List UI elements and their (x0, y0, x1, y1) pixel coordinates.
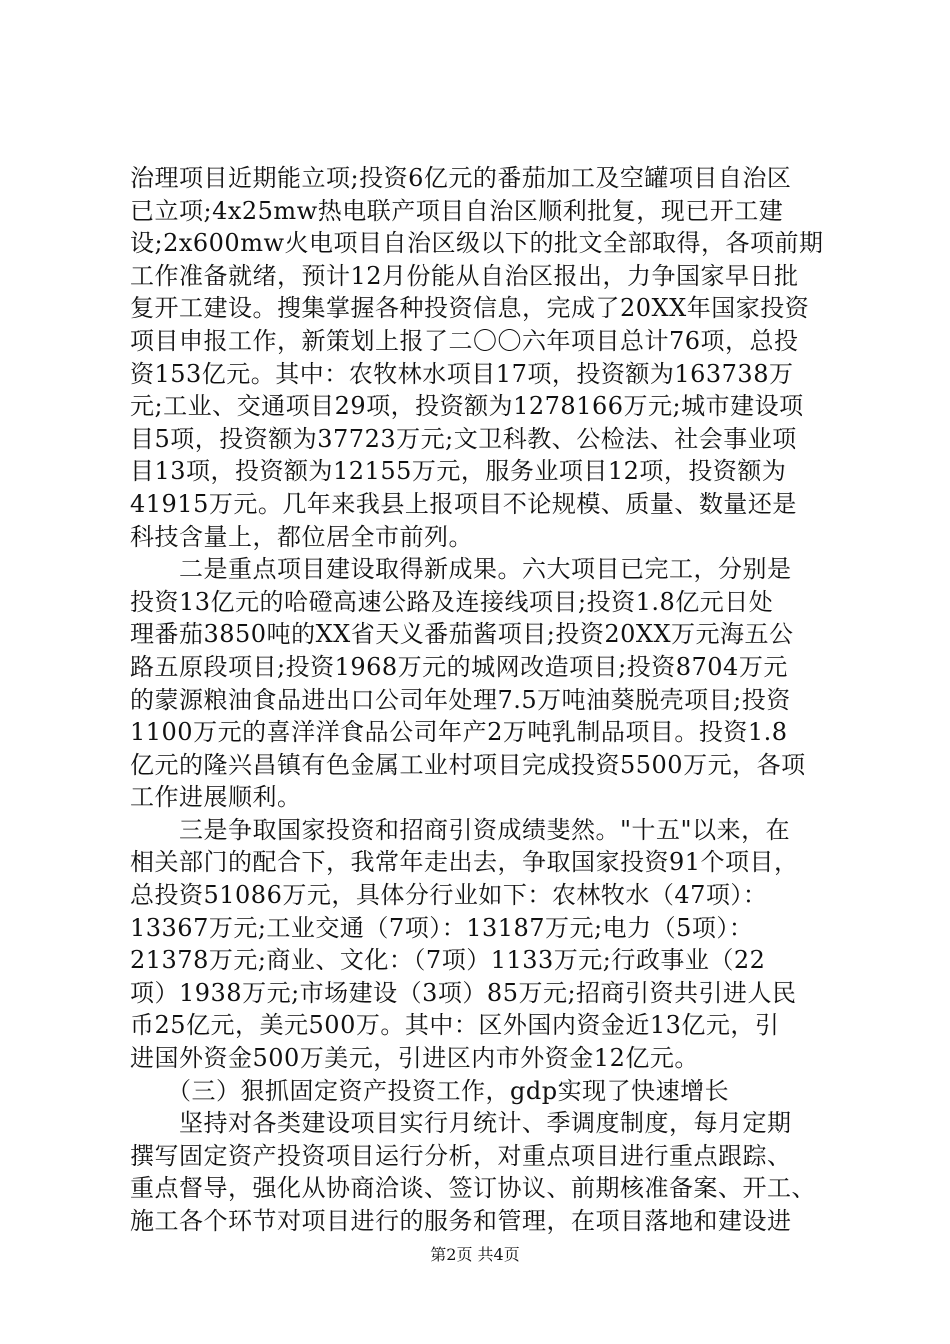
text-line: 设;2x600mw火电项目自治区级以下的批文全部取得，各项前期 (130, 229, 824, 258)
text-line: 理番茄3850吨的XX省天义番茄酱项目;投资20XX万元海五公 (130, 620, 794, 649)
paragraph-start-line: 三是争取国家投资和招商引资成绩斐然。"十五"以来，在 (130, 815, 791, 844)
text-line: 41915万元。几年来我县上报项目不论规模、质量、数量还是 (130, 489, 797, 518)
page-footer: 第2页 共4页 (430, 1245, 520, 1264)
section-heading: （三）狠抓固定资产投资工作，gdp实现了快速增长 (130, 1076, 730, 1105)
text-line: 目13项，投资额为12155万元，服务业项目12项，投资额为 (130, 457, 787, 486)
paragraph-start-line: 坚持对各类建设项目实行月统计、季调度制度，每月定期 (130, 1109, 792, 1138)
text-line: 的蒙源粮油食品进出口公司年处理7.5万吨油葵脱壳项目;投资 (130, 685, 791, 714)
text-line: 13367万元;工业交通（7项）：13187万元;电力（5项）： (130, 913, 754, 942)
text-line: 施工各个环节对项目进行的服务和管理，在项目落地和建设进 (130, 1207, 792, 1235)
text-line: 亿元的隆兴昌镇有色金属工业村项目完成投资5500万元，各项 (130, 750, 806, 779)
text-line: 目5项，投资额为37723万元;文卫科教、公检法、社会事业项 (130, 424, 797, 453)
text-line: 进国外资金500万美元，引进区内市外资金12亿元。 (130, 1044, 699, 1073)
document-body (130, 162, 830, 1238)
text-line: 项目申报工作，新策划上报了二〇〇六年项目总计76项，总投 (130, 326, 799, 355)
text-line: 已立项;4x25mw热电联产项目自治区顺利批复，现已开工建 (130, 196, 784, 225)
text-line: 重点督导，强化从协商洽谈、签订协议、前期核准备案、开工、 (130, 1174, 816, 1203)
text-line: 资153亿元。其中：农牧林水项目17项，投资额为163738万 (130, 359, 794, 388)
text-line: 工作进展顺利。 (130, 783, 302, 812)
text-line: 项）1938万元;市场建设（3项）85万元;招商引资共引进人民 (130, 978, 797, 1007)
text-line: 撰写固定资产投资项目运行分析，对重点项目进行重点跟踪、 (130, 1141, 792, 1170)
text-line: 治理项目近期能立项;投资6亿元的番茄加工及空罐项目自治区 (130, 164, 792, 192)
text-line: 工作准备就绪，预计12月份能从自治区报出，力争国家早日批 (130, 261, 799, 290)
text-line: 相关部门的配合下，我常年走出去，争取国家投资91个项目， (130, 848, 799, 877)
text-line: 总投资51086万元，具体分行业如下：农林牧水（47项）： (130, 881, 768, 910)
text-line: 复开工建设。搜集掌握各种投资信息，完成了20XX年国家投资 (130, 294, 810, 323)
text-line: 元;工业、交通项目29项，投资额为1278166万元;城市建设项 (130, 392, 804, 421)
text-line: 科技含量上，都位居全市前列。 (130, 522, 473, 551)
text-line: 21378万元;商业、文化：（7项）1133万元;行政事业（22 (130, 946, 766, 975)
text-line: 路五原段项目;投资1968万元的城网改造项目;投资8704万元 (130, 652, 788, 681)
paragraph-start-line: 二是重点项目建设取得新成果。六大项目已完工，分别是 (130, 555, 792, 584)
text-line: 投资13亿元的哈磴高速公路及连接线项目;投资1.8亿元日处 (130, 587, 774, 616)
text-line: 1100万元的喜洋洋食品公司年产2万吨乳制品项目。投资1.8 (130, 718, 788, 747)
text-line: 币25亿元，美元500万。其中：区外国内资金近13亿元，引 (130, 1011, 780, 1040)
